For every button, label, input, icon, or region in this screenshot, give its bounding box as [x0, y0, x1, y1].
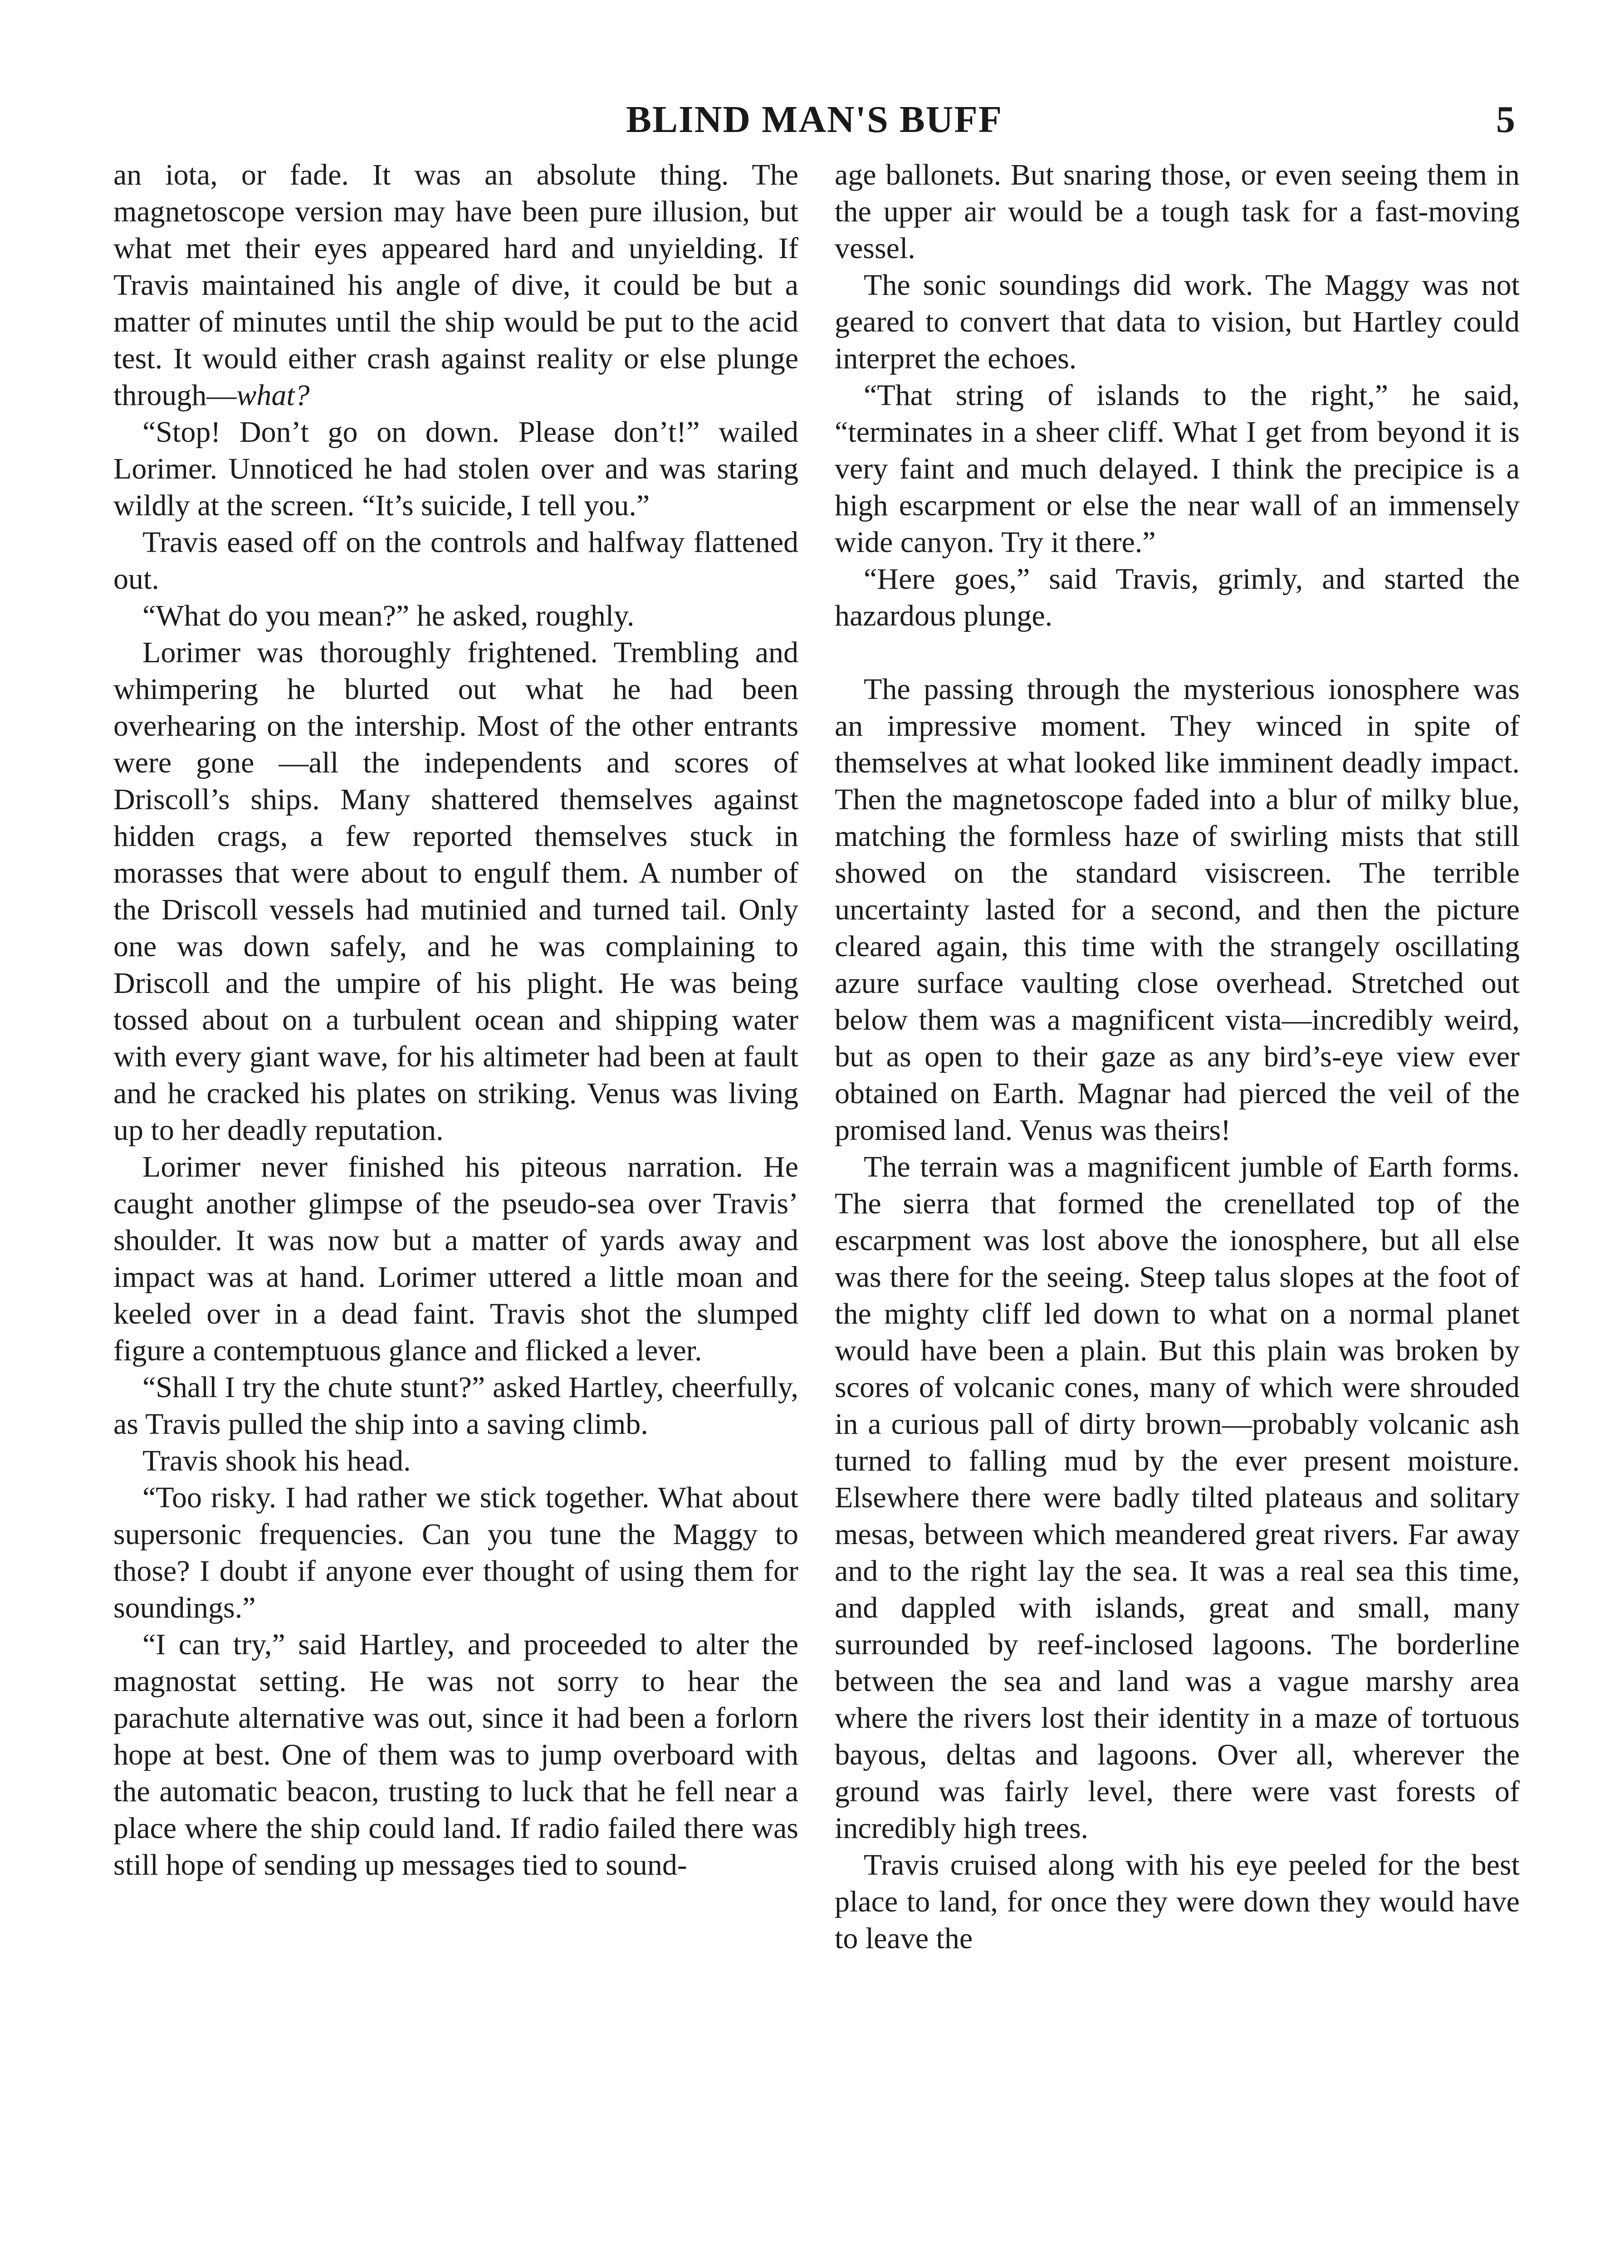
- paragraph: Lorimer was thoroughly frightened. Trembling and whimpering he blurted out what he had been overhearing on the intership. Most of the other entrants were gone —all the independents and scores of Driscoll’s ships. Many shattered themselves against hidden crags, a few reported themselves stuck in morasses that were about to engulf them. A number of the Driscoll vessels had mutinied and turned tail. Only one was down safely, and he was complaining to Driscoll and the umpire of his plight. He was being tossed about on a turbulent ocean and shipping water with every giant wave, for his altimeter had been at fault and he cracked his plates on striking. Venus was living up to her deadly reputation.: [113, 636, 798, 1147]
- right-column: [835, 156, 1520, 2268]
- paragraph: “What do you mean?” he asked, roughly.: [142, 599, 635, 632]
- paragraph: [113, 156, 798, 414]
- paragraph: The terrain was a magnificent jumble of Earth forms. The sierra that formed the crenellated top of the escarpment was lost above the ionosphere, but all else was there for the seeing. Steep talus slopes at the foot of the mighty cliff led down to what on a normal planet would have been a plain. But this plain was broken by scores of volcanic cones, many of which were shrouded in a curious pall of dirty brown—probably volcanic ash turned to falling mud by the ever present moisture. Elsewhere there were badly tilted plateaus and solitary mesas, between which meandered great rivers. Far away and to the right lay the sea. It was a real sea this time, and dappled with islands, great and small, many surrounded by reef-inclosed lagoons. The borderline between the sea and land was a vague marshy area where the rivers lost their identity in a maze of tortuous bayous, deltas and lagoons. Over all, wherever the ground was fairly level, there were vast forests of incredibly high trees.: [835, 1150, 1520, 1845]
- paragraph-text: an iota, or fade. It was an absolute thing. The magnetoscope version may have been pure illusion, but what met their eyes appeared hard and unyielding. If Travis maintained his angle of dive, it could be but a matter of minutes until the ship would be put to the acid test. It would either crash against reality or else plunge through—: [113, 158, 798, 412]
- paragraph: Travis shook his head.: [142, 1444, 411, 1477]
- paragraph: “Too risky. I had rather we stick together. What about supersonic frequencies. Can you tune the Maggy to those? I doubt if anyone ever thought of using them for soundings.”: [113, 1481, 798, 1624]
- paragraph: “Stop! Don’t go on down. Please don’t!” wailed Lorimer. Unnoticed he had stolen over and was staring wildly at the screen. “It’s suicide, I tell you.”: [113, 415, 798, 522]
- running-title: BLIND MAN'S BUFF: [626, 98, 1003, 141]
- paragraph: Travis eased off on the controls and halfway flattened out.: [113, 526, 798, 596]
- paragraph-section-start: The passing through the mysterious ionosphere was an impressive moment. They winced in spite of themselves at what looked like imminent deadly impact. Then the magnetoscope faded into a blur of milky blue, matching the formless haze of swirling mists that still showed on the standard visiscreen. The terrible uncertainty lasted for a second, and then the picture cleared again, this time with the strangely oscillating azure surface vaulting close overhead. Stretched out below them was a magnificent vista—incredibly weird, but as open to their gaze as any bird’s-eye view ever obtained on Earth. Magnar had pierced the veil of the promised land. Venus was theirs!: [835, 673, 1520, 1147]
- page-number: 5: [1496, 98, 1515, 141]
- paragraph: Travis cruised along with his eye peeled for the best place to land, for once they were down they would have to leave the: [835, 1848, 1520, 1955]
- paragraph: “Here goes,” said Travis, grimly, and started the hazardous plunge.: [835, 562, 1520, 632]
- paragraph: “I can try,” said Hartley, and proceeded to alter the magnostat setting. He was not sorry to hear the parachute alternative was out, since it had been a forlorn hope at best. One of them was to jump overboard with the automatic beacon, trusting to luck that he fell near a place where the ship could land. If radio failed there was still hope of sending up messages tied to sound-: [113, 1628, 798, 1882]
- emphasis-text: what?: [236, 379, 310, 412]
- page-header: [109, 98, 1520, 147]
- paragraph: “Shall I try the chute stunt?” asked Hartley, cheerfully, as Travis pulled the ship into a saving climb.: [113, 1371, 798, 1441]
- paragraph: age ballonets. But snaring those, or even seeing them in the upper air would be a tough task for a fast-moving vessel.: [835, 158, 1520, 265]
- paragraph: “That string of islands to the right,” he said, “terminates in a sheer cliff. What I get from beyond it is very faint and much delayed. I think the precipice is a high escarpment or else the near wall of an immensely wide canyon. Try it there.”: [835, 379, 1520, 559]
- left-column: [113, 156, 798, 2268]
- paragraph: The sonic soundings did work. The Maggy was not geared to convert that data to vision, but Hartley could interpret the echoes.: [835, 269, 1520, 375]
- paragraph: Lorimer never finished his piteous narration. He caught another glimpse of the pseudo-sea over Travis’ shoulder. It was now but a matter of yards away and impact was at hand. Lorimer uttered a little moan and keeled over in a dead faint. Travis shot the slumped figure a contemptuous glance and flicked a lever.: [113, 1150, 798, 1367]
